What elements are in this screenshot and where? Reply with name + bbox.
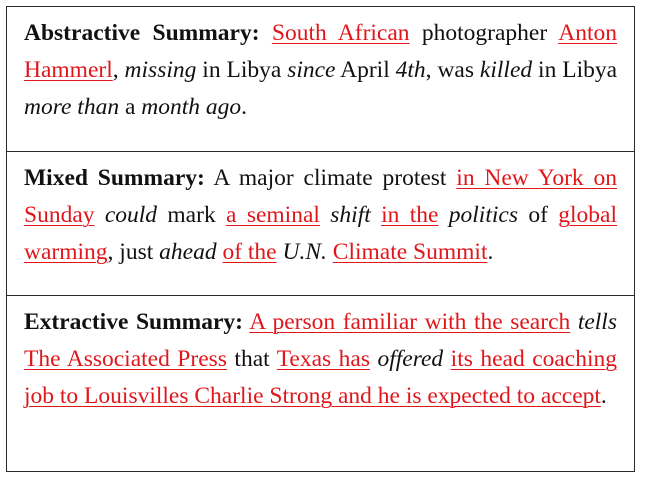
summary-text-segment: .	[600, 383, 607, 409]
copied-phrase: global warming	[24, 202, 617, 265]
copied-phrase: in the	[381, 202, 439, 228]
summary-text-segment	[260, 20, 272, 46]
summary-text-segment: a	[119, 94, 142, 120]
summary-text-segment	[95, 202, 105, 228]
novel-word: month ago	[141, 94, 242, 120]
copied-phrase: South African	[271, 20, 410, 46]
summary-comparison-figure	[6, 6, 635, 472]
summary-text-segment	[570, 309, 578, 335]
summary-text-segment: , just	[107, 239, 160, 265]
summary-text-segment	[438, 202, 448, 228]
summary-text-segment: .	[487, 239, 494, 265]
summary-text-segment: photographer	[409, 20, 559, 46]
copied-phrase: Climate Summit	[332, 239, 488, 265]
summary-text-segment: of	[517, 202, 559, 228]
novel-word: tells	[577, 309, 617, 335]
novel-word: could	[104, 202, 158, 228]
summary-text-segment: in Libya	[196, 57, 288, 83]
summary-text-segment: ,	[112, 57, 125, 83]
summary-text-segment: A major climate protest	[204, 165, 457, 191]
novel-word: shift	[330, 202, 371, 228]
novel-word: more than	[24, 94, 120, 120]
copied-phrase: in New York on Sunday	[24, 165, 617, 228]
copied-phrase: a seminal	[226, 202, 320, 228]
copied-phrase: its head coaching job to Louisvilles Charlie Strong and he is expected to accept	[24, 346, 618, 409]
copied-phrase: The Associated Press	[24, 346, 227, 372]
mixed-summary-box	[7, 151, 634, 295]
summary-text-segment	[443, 346, 450, 372]
novel-word: politics	[448, 202, 518, 228]
mixed-summary-label: Mixed Summary:	[24, 165, 205, 191]
novel-word: missing	[124, 57, 197, 83]
summary-text-segment: in Libya	[532, 57, 618, 83]
novel-word: U.N.	[282, 239, 327, 265]
copied-phrase: Texas has	[276, 346, 370, 372]
copied-phrase: Anton Hammerl	[24, 20, 617, 83]
abstractive-summary-box	[7, 7, 634, 151]
novel-word: since	[287, 57, 336, 83]
novel-word: killed	[479, 57, 533, 83]
summary-text-segment: , was	[425, 57, 480, 83]
copied-phrase: of the	[222, 239, 277, 265]
summary-text-segment	[371, 202, 381, 228]
summary-text-segment: that	[226, 346, 277, 372]
novel-word: ahead	[159, 239, 217, 265]
copied-phrase: A person familiar with the search	[249, 309, 571, 335]
summary-text-segment: April	[335, 57, 396, 83]
summary-text-segment: .	[241, 94, 248, 120]
extractive-summary-label: Extractive Summary:	[24, 309, 243, 335]
abstractive-summary-label: Abstractive Summary:	[24, 20, 260, 46]
summary-text-segment: mark	[157, 202, 227, 228]
extractive-summary-box	[7, 295, 634, 470]
summary-text-segment	[320, 202, 330, 228]
novel-word: 4th	[395, 57, 426, 83]
novel-word: offered	[377, 346, 444, 372]
